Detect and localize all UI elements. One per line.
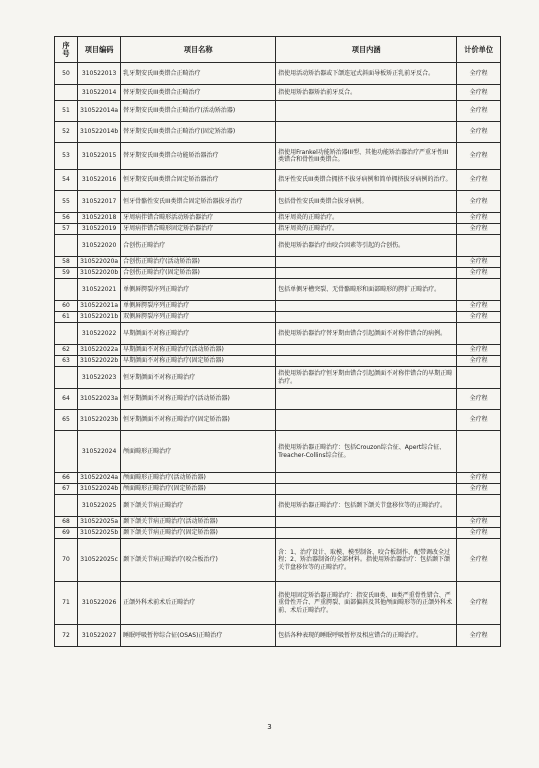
item-name: 颞下颌关节病正畸治疗(活动矫治器)	[121, 517, 276, 528]
col-header-code: 项目编码	[78, 37, 121, 63]
row-number: 68	[55, 517, 78, 528]
item-name: 合创伤正畸治疗(活动矫治器)	[121, 257, 276, 268]
item-content: 含：1、治疗设计、取模、模型制备、咬合板制作、配带调改全过程；2、矫治器制备的全部材料。指使用矫治器治疗：包括颞下颌关节盘移位等的正畸治疗。	[276, 539, 457, 582]
table-row	[55, 323, 501, 345]
table-row	[55, 143, 501, 170]
pricing-unit: 全疗程	[457, 257, 501, 268]
row-number	[55, 495, 78, 517]
item-name: 恒牙期颜面不对称正畸治疗(活动矫治器)	[121, 389, 276, 410]
item-code: 310522022	[78, 323, 121, 345]
page-number: 3	[267, 723, 272, 731]
row-number: 51	[55, 101, 78, 122]
row-number: 65	[55, 410, 78, 431]
item-content: 指使用矫治器治疗替牙期由错合引起颜面不对称伴错合的病例。	[276, 323, 457, 345]
item-name: 早期颜面不对称正畸治疗	[121, 323, 276, 345]
item-content	[276, 122, 457, 143]
table-row	[55, 170, 501, 191]
pricing-unit: 全疗程	[457, 63, 501, 85]
row-number: 72	[55, 625, 78, 647]
table-row	[55, 517, 501, 528]
table-row	[55, 235, 501, 257]
item-name: 正颌外科术前术后正畸治疗	[121, 582, 276, 625]
row-number: 55	[55, 191, 78, 213]
item-code: 310522022a	[78, 345, 121, 356]
item-content: 指使用Frankel功能矫治器III型、其他功能矫治器治疗严重牙性III类错合和骨性III类错合。	[276, 143, 457, 170]
item-name: 单侧唇腭裂序列正畸治疗	[121, 301, 276, 312]
pricing-unit: 全疗程	[457, 345, 501, 356]
pricing-unit: 全疗程	[457, 143, 501, 170]
item-code: 310522024b	[78, 484, 121, 495]
row-number: 64	[55, 389, 78, 410]
pricing-unit: 全疗程	[457, 582, 501, 625]
table-row	[55, 122, 501, 143]
item-name: 替牙期安氏III类错合正畸治疗(固定矫治器)	[121, 122, 276, 143]
item-code: 310522014	[78, 85, 121, 101]
pricing-unit: 全疗程	[457, 101, 501, 122]
item-name: 睡眠呼吸暂停综合征(OSAS)正畸治疗	[121, 625, 276, 647]
item-name: 乳牙期安氏III类错合正畸治疗	[121, 63, 276, 85]
pricing-unit	[457, 367, 501, 389]
item-content	[276, 257, 457, 268]
item-name: 颞下颌关节病正畸治疗(固定矫治器)	[121, 528, 276, 539]
item-code: 310522020	[78, 235, 121, 257]
table-row	[55, 224, 501, 235]
item-code: 310522014b	[78, 122, 121, 143]
item-content: 指使用矫治器正畸治疗：包括颞下颌关节盘移位等的正畸治疗。	[276, 495, 457, 517]
pricing-unit: 全疗程	[457, 170, 501, 191]
item-content: 包括骨性安氏III类错合拔牙病例。	[276, 191, 457, 213]
item-content	[276, 101, 457, 122]
table-row	[55, 431, 501, 473]
table-row	[55, 312, 501, 323]
item-content: 包括各种表现的睡眠呼吸暂停及相应错合的正畸治疗。	[276, 625, 457, 647]
item-code: 310522020a	[78, 257, 121, 268]
item-name: 恒牙期颜面不对称正畸治疗	[121, 367, 276, 389]
item-code: 310522023b	[78, 410, 121, 431]
item-code: 310522027	[78, 625, 121, 647]
row-number	[55, 323, 78, 345]
row-number: 52	[55, 122, 78, 143]
table-row	[55, 528, 501, 539]
item-name: 恒牙期颜面不对称正畸治疗(固定矫治器)	[121, 410, 276, 431]
pricing-unit: 全疗程	[457, 356, 501, 367]
row-number: 59	[55, 268, 78, 279]
item-content	[276, 301, 457, 312]
pricing-unit: 全疗程	[457, 539, 501, 582]
pricing-unit: 全疗程	[457, 528, 501, 539]
pricing-unit: 全疗程	[457, 224, 501, 235]
item-code: 310522024a	[78, 473, 121, 484]
table-row	[55, 582, 501, 625]
table-row	[55, 473, 501, 484]
item-name: 合创伤正畸治疗	[121, 235, 276, 257]
pricing-unit: 全疗程	[457, 191, 501, 213]
row-number	[55, 235, 78, 257]
item-code: 310522021a	[78, 301, 121, 312]
row-number: 70	[55, 539, 78, 582]
item-code: 310522021b	[78, 312, 121, 323]
pricing-unit	[457, 235, 501, 257]
col-header-content: 项目内涵	[276, 37, 457, 63]
item-name: 单侧唇腭裂序列正畸治疗	[121, 279, 276, 301]
item-code: 310522024	[78, 431, 121, 473]
item-code: 310522015	[78, 143, 121, 170]
item-name: 早期颜面不对称正畸治疗(活动矫治器)	[121, 345, 276, 356]
item-code: 310522023a	[78, 389, 121, 410]
row-number	[55, 367, 78, 389]
item-code: 310522025c	[78, 539, 121, 582]
row-number: 69	[55, 528, 78, 539]
table-row	[55, 484, 501, 495]
pricing-unit: 全疗程	[457, 268, 501, 279]
pricing-unit: 全疗程	[457, 213, 501, 224]
item-code: 310522025b	[78, 528, 121, 539]
row-number: 54	[55, 170, 78, 191]
item-content	[276, 356, 457, 367]
row-number	[55, 279, 78, 301]
pricing-unit: 全疗程	[457, 122, 501, 143]
item-content: 指牙性安氏III类错合拥挤不拔牙病例和简单拥挤拔牙病例的治疗。	[276, 170, 457, 191]
row-number: 66	[55, 473, 78, 484]
item-code: 310522025a	[78, 517, 121, 528]
pricing-unit: 全疗程	[457, 517, 501, 528]
table-row	[55, 213, 501, 224]
item-code: 310522017	[78, 191, 121, 213]
item-name: 恒牙骨骼性安氏III类错合固定矫治器拔牙治疗	[121, 191, 276, 213]
pricing-unit: 全疗程	[457, 312, 501, 323]
table-row	[55, 389, 501, 410]
pricing-unit: 全疗程	[457, 301, 501, 312]
item-content: 指牙周炎的正畸治疗。	[276, 224, 457, 235]
table-row	[55, 410, 501, 431]
item-name: 替牙期安氏III类错合正畸治疗(活动矫治器)	[121, 101, 276, 122]
table-row	[55, 268, 501, 279]
item-content	[276, 268, 457, 279]
row-number: 61	[55, 312, 78, 323]
row-number: 53	[55, 143, 78, 170]
table-row	[55, 101, 501, 122]
item-code: 310522013	[78, 63, 121, 85]
pricing-unit	[457, 431, 501, 473]
col-header-unit: 计价单位	[457, 37, 501, 63]
row-number: 63	[55, 356, 78, 367]
row-number: 56	[55, 213, 78, 224]
row-number	[55, 85, 78, 101]
item-code: 310522021	[78, 279, 121, 301]
row-number: 58	[55, 257, 78, 268]
pricing-unit	[457, 495, 501, 517]
item-code: 310522022b	[78, 356, 121, 367]
item-content: 指使用固定矫治器正畸治疗：指安氏III类、III类严重骨性错合、严重骨性开合、严重腭裂、面部偏斜及其他颅面畸形等的正颌外科术前、术后正畸治疗。	[276, 582, 457, 625]
item-content	[276, 484, 457, 495]
item-content	[276, 389, 457, 410]
item-name: 牙周病伴错合畸形活动矫治器治疗	[121, 213, 276, 224]
item-code: 310522016	[78, 170, 121, 191]
item-content	[276, 473, 457, 484]
table-row	[55, 625, 501, 647]
item-code: 310522018	[78, 213, 121, 224]
item-code: 310522014a	[78, 101, 121, 122]
item-name: 合创伤正畸治疗(固定矫治器)	[121, 268, 276, 279]
pricing-unit: 全疗程	[457, 473, 501, 484]
row-number: 71	[55, 582, 78, 625]
col-header-no: 序 号	[55, 37, 78, 63]
item-name: 颅面畸形正畸治疗(活动矫治器)	[121, 473, 276, 484]
item-code: 310522023	[78, 367, 121, 389]
row-number: 60	[55, 301, 78, 312]
table-row	[55, 191, 501, 213]
item-name: 双侧唇腭裂序列正畸治疗	[121, 312, 276, 323]
table-row	[55, 85, 501, 101]
table-row	[55, 495, 501, 517]
item-content: 指使用矫治器正畸治疗：包括Crouzon综合征、Apert综合征、Treacher-Collins综合征。	[276, 431, 457, 473]
item-code: 310522019	[78, 224, 121, 235]
item-name: 替牙期安氏III类错合正畸治疗	[121, 85, 276, 101]
item-content	[276, 517, 457, 528]
table-row	[55, 279, 501, 301]
table-row	[55, 63, 501, 85]
item-name: 牙周病伴错合畸形固定矫治器治疗	[121, 224, 276, 235]
item-content: 指使用活动矫治器或下颌连冠式斜面导板矫正乳前牙反合。	[276, 63, 457, 85]
item-code: 310522020b	[78, 268, 121, 279]
table-row	[55, 301, 501, 312]
table-row	[55, 356, 501, 367]
item-name: 颅面畸形正畸治疗(固定矫治器)	[121, 484, 276, 495]
row-number: 50	[55, 63, 78, 85]
row-number: 62	[55, 345, 78, 356]
pricing-unit: 全疗程	[457, 389, 501, 410]
item-content	[276, 410, 457, 431]
row-number: 57	[55, 224, 78, 235]
pricing-unit: 全疗程	[457, 484, 501, 495]
item-content: 指使用矫治器治疗由咬合因素等引起的合创伤。	[276, 235, 457, 257]
table-row	[55, 539, 501, 582]
item-name: 恒牙期安氏III类错合固定矫治器治疗	[121, 170, 276, 191]
pricing-unit	[457, 279, 501, 301]
item-content	[276, 528, 457, 539]
row-number	[55, 431, 78, 473]
item-content	[276, 312, 457, 323]
item-name: 早期颜面不对称正畸治疗(固定矫治器)	[121, 356, 276, 367]
pricing-unit: 全疗程	[457, 625, 501, 647]
item-name: 替牙期安氏III类错合功能矫治器治疗	[121, 143, 276, 170]
pricing-unit: 全疗程	[457, 85, 501, 101]
table-row	[55, 345, 501, 356]
table-row	[55, 367, 501, 389]
item-content: 指使用矫治器治疗恒牙期由错合引起颜面不对称伴错合的早期正畸治疗。	[276, 367, 457, 389]
item-name: 颅面畸形正畸治疗	[121, 431, 276, 473]
pricing-unit: 全疗程	[457, 410, 501, 431]
item-code: 310522025	[78, 495, 121, 517]
item-content	[276, 345, 457, 356]
table-row	[55, 257, 501, 268]
item-code: 310522026	[78, 582, 121, 625]
col-header-name: 项目名称	[121, 37, 276, 63]
item-name: 颞下颌关节病正畸治疗(咬合板治疗)	[121, 539, 276, 582]
item-content: 包括单侧牙槽突裂、无骨骼畸形和面部畸形的腭扩正畸治疗。	[276, 279, 457, 301]
item-content: 指使用矫治器矫治前牙反合。	[276, 85, 457, 101]
fee-schedule-table	[54, 36, 501, 647]
item-content: 指牙周炎的正畸治疗。	[276, 213, 457, 224]
header-row	[55, 37, 501, 63]
pricing-unit	[457, 323, 501, 345]
row-number: 67	[55, 484, 78, 495]
item-name: 颞下颌关节病正畸治疗	[121, 495, 276, 517]
